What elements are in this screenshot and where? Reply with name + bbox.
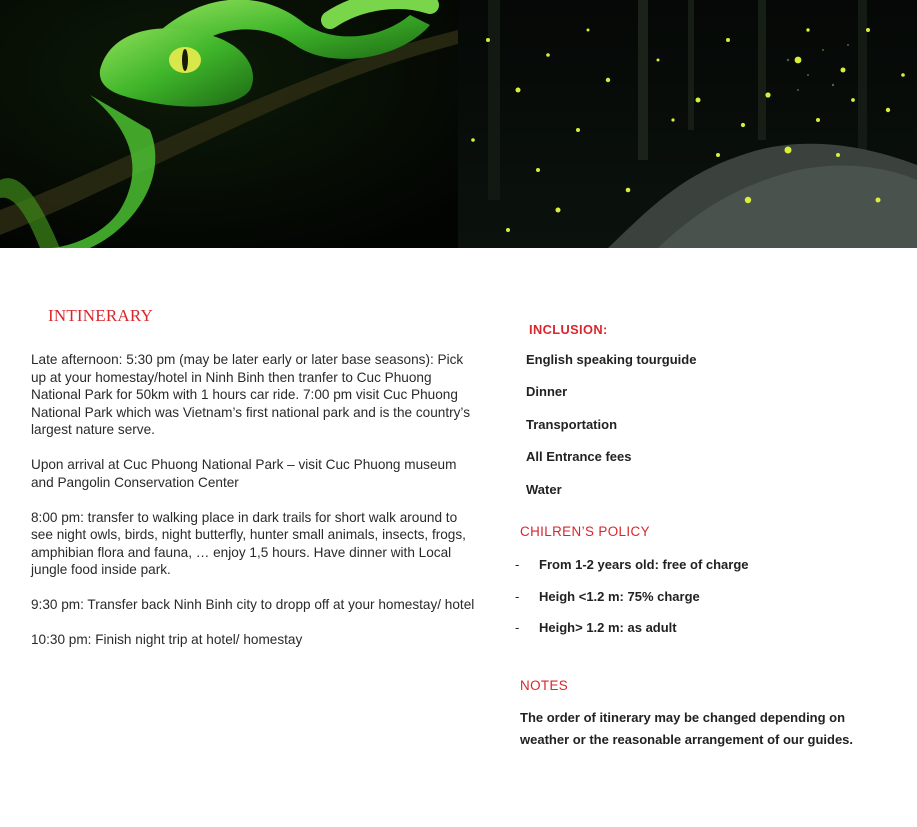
itinerary-paragraph: 9:30 pm: Transfer back Ninh Binh city to dropp off at your homestay/ hotel xyxy=(31,597,475,612)
itinerary-paragraph: Upon arrival at Cuc Phuong National Park – visit Cuc Phuong museum and Pangolin Conservation Center xyxy=(31,457,457,490)
policy-item-text: Heigh <1.2 m: 75% charge xyxy=(539,588,700,604)
fireflies-photo xyxy=(458,0,917,248)
bullet-dash: - xyxy=(515,557,520,572)
inclusion-item: Transportation xyxy=(526,416,618,432)
policy-item xyxy=(515,556,749,588)
inclusion-item: English speaking tourguide xyxy=(526,352,697,367)
childrens-policy-list xyxy=(515,556,749,651)
policy-item xyxy=(515,619,749,651)
itinerary-body xyxy=(31,351,481,666)
bullet-dash: - xyxy=(515,588,520,604)
fireflies-forest-path-icon xyxy=(458,0,917,248)
inclusion-list xyxy=(526,351,696,513)
policy-item-text: From 1-2 years old: free of charge xyxy=(539,557,749,572)
notes-text: The order of itinerary may be changed depending on weather or the reasonable arrangement of our guides. xyxy=(520,710,854,747)
policy-item-text: Heigh> 1.2 m: as adult xyxy=(539,620,677,635)
header-photos xyxy=(0,0,917,248)
snake-photo xyxy=(0,0,458,248)
itinerary-paragraph: 10:30 pm: Finish night trip at hotel/ homestay xyxy=(31,632,303,647)
inclusion-item: Dinner xyxy=(526,384,568,400)
inclusion-title: INCLUSION: xyxy=(529,322,608,337)
inclusion-item: Water xyxy=(526,481,562,497)
itinerary-paragraph: Late afternoon: 5:30 pm (may be later early or later base seasons): Pick up at your homestay/hotel in Ninh Binh then tranfer to Cuc Phuong National Park for 50km with 1 hours car ride. 7:00 pm visit Cuc Phuong National Park which was Vietnam’s first national park and is the country’s largest nature serve. xyxy=(31,352,470,437)
itinerary-paragraph: 8:00 pm: transfer to walking place in dark trails for short walk around to see night owls, birds, night butterfly, hunter small animals, insects, frogs, amphibian flora and fauna, … enjoy 1,5 hours. Have dinner with Local jungle food inside park. xyxy=(31,509,466,577)
inclusion-item: All Entrance fees xyxy=(526,449,632,465)
itinerary-title: INTINERARY xyxy=(48,306,153,325)
green-pit-viper-icon xyxy=(0,0,458,248)
childrens-policy-title: CHILREN’S POLICY xyxy=(520,524,650,539)
bullet-dash: - xyxy=(515,620,520,635)
policy-item xyxy=(515,588,749,620)
notes-title: NOTES xyxy=(520,678,569,693)
